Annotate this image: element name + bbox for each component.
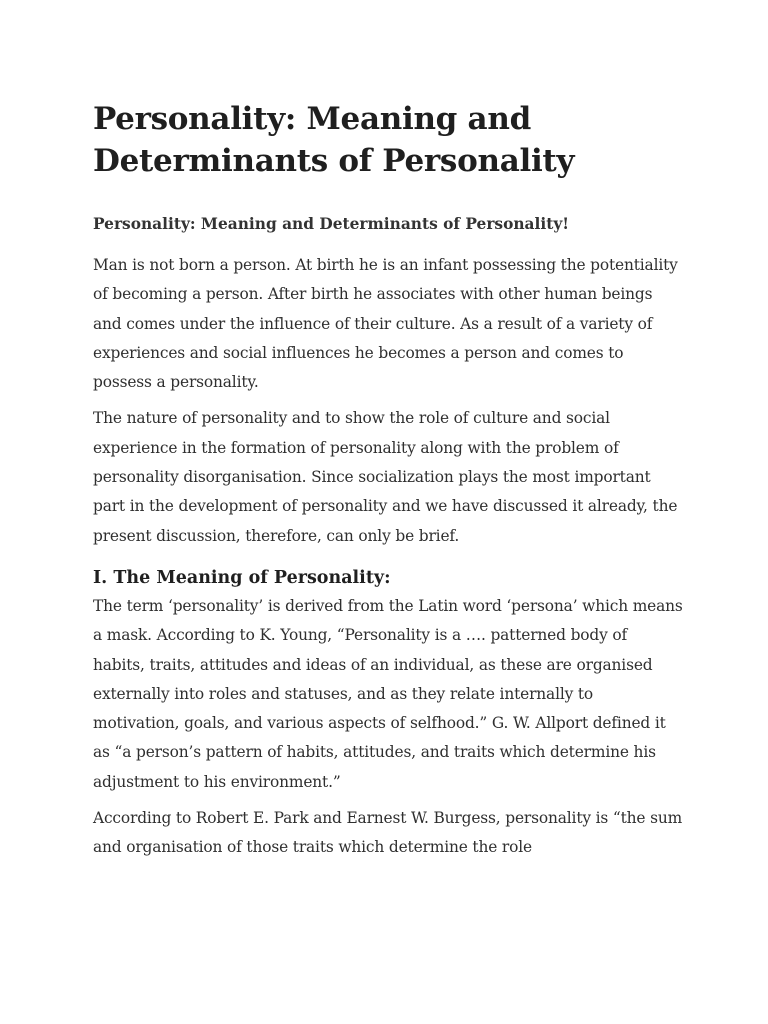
article-subtitle: Personality: Meaning and Determinants of Personality! xyxy=(93,215,570,233)
section-heading: I. The Meaning of Personality: xyxy=(93,567,391,588)
intro-paragraph-1: Man is not born a person. At birth he is an infant possessing the potentiality of becoming a person. After birth he associates with other human beings and comes under the influence of their culture. As a result of a variety of experiences and social influences he becomes a person and comes to possess a personality. xyxy=(93,256,678,392)
section-paragraph-1: The term ‘personality’ is derived from the Latin word ‘persona’ which means a mask. According to K. Young, “Personality is a …. patterned body of habits, traits, attitudes and ideas of an individual, as these are organised externally into roles and statuses, and as they relate internally to motivation, goals, and various aspects of selfhood.” G. W. Allport defined it as “a person’s pattern of habits, attitudes, and traits which determine his adjustment to his environment.” xyxy=(93,596,683,791)
article xyxy=(93,98,683,863)
article-title: Personality: Meaning and Determinants of Personality xyxy=(93,101,575,179)
section-paragraph-2: According to Robert E. Park and Earnest W. Burgess, personality is “the sum and organisation of those traits which determine the role xyxy=(93,809,683,857)
intro-paragraph-2: The nature of personality and to show the role of culture and social experience in the formation of personality along with the problem of personality disorganisation. Since socialization plays the most important part in the development of personality and we have discussed it already, the present discussion, therefore, can only be brief. xyxy=(93,409,678,545)
